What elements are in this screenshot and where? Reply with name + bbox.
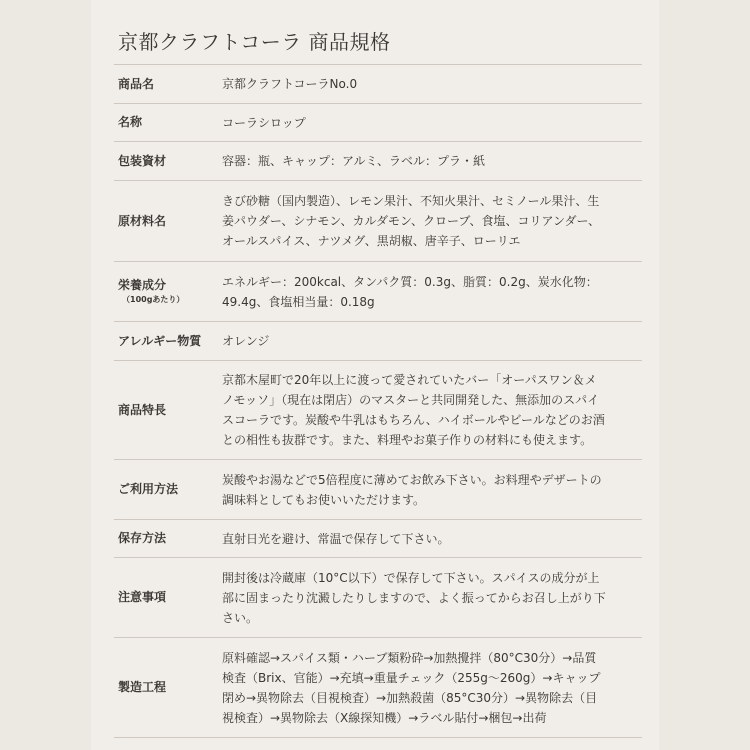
nutrition-label: 栄養成分 (118, 278, 167, 292)
spec-row-notes (114, 558, 642, 638)
spec-row-product-name (114, 64, 642, 104)
row-value: オレンジ (222, 334, 270, 348)
row-label: 製造工程 (118, 680, 167, 694)
row-value: 京都クラフトコーラNo.0 (222, 77, 358, 91)
row-label: ご利用方法 (118, 482, 179, 496)
row-value: 容器：瓶、キャップ：アルミ、ラベル：プラ・紙 (222, 154, 486, 168)
spec-row-packaging (114, 142, 642, 181)
row-label: 注意事項 (118, 590, 167, 604)
page-title: 京都クラフトコーラ 商品規格 (118, 30, 391, 54)
row-value: きび砂糖（国内製造）、レモン果汁、不知火果汁、セミノール果汁、生 姜パウダー、シナモン、カルダモン、クローブ、食塩、コリアンダー、 オールスパイス、ナツメグ、黒胡椒、唐辛子、ローリエ (222, 194, 601, 248)
spec-row-usage (114, 460, 642, 520)
row-value: 開封後は冷蔵庫（10°C以下）で保存して下さい。スパイスの成分が上 部に固まったり沈澱したりしますので、よく振ってからお召し上がり下 さい。 (222, 570, 606, 625)
spec-row-ingredients (114, 181, 642, 262)
spec-row-name (114, 104, 642, 142)
row-value: コーラシロップ (222, 115, 306, 130)
row-label: アレルギー物質 (118, 333, 202, 348)
row-label (114, 277, 214, 306)
spec-row-storage (114, 520, 642, 558)
spec-row-allergen (114, 322, 642, 361)
spec-sheet (91, 0, 659, 750)
row-label: 名称 (118, 115, 143, 129)
row-label: 包装資材 (118, 153, 167, 168)
row-value: 直射日光を避け、常温で保存して下さい。 (222, 531, 450, 546)
nutrition-sublabel: （100gあたり） (122, 295, 185, 304)
row-value: 原料確認→スパイス類・ハーブ類粉砕→加熱攪拌（80°C30分）→品質 検査（Brix、官能）→充填→重量チェック（255g〜260g）→キャップ 閉め→異物除去（目視検査）→加熱殺菌（85°C30分）→異物除去（目 視検査）→異物除去（X線探知機）→ラベル貼付→梱包→出荷 (222, 650, 601, 725)
row-value: 京都木屋町で20年以上に渡って愛されていたバー「オーパスワン＆メ ノモッソ」（現在は閉店）のマスターと共同開発した、無添加のスパイ スコーラです。炭酸や牛乳はもちろん、ハイボールやビールなどのお酒 との相性も抜群です。また、料理やお菓子作りの材料にも使えます。 (222, 373, 605, 447)
spec-table (114, 64, 642, 738)
spec-row-process (114, 638, 642, 738)
row-label: 商品名 (118, 76, 155, 91)
row-label: 原材料名 (118, 213, 167, 228)
row-label: 商品特長 (118, 402, 167, 417)
spec-row-features (114, 361, 642, 460)
row-value: エネルギー：200kcal、タンパク質：0.3g、脂質：0.2g、炭水化物： 49.4g、食塩相当量：0.18g (222, 274, 598, 309)
spec-row-nutrition (114, 262, 642, 322)
row-label: 保存方法 (118, 531, 167, 545)
row-value: 炭酸やお湯などで5倍程度に薄めてお飲み下さい。お料理やデザートの 調味料としてもお使いいただけます。 (222, 472, 602, 507)
